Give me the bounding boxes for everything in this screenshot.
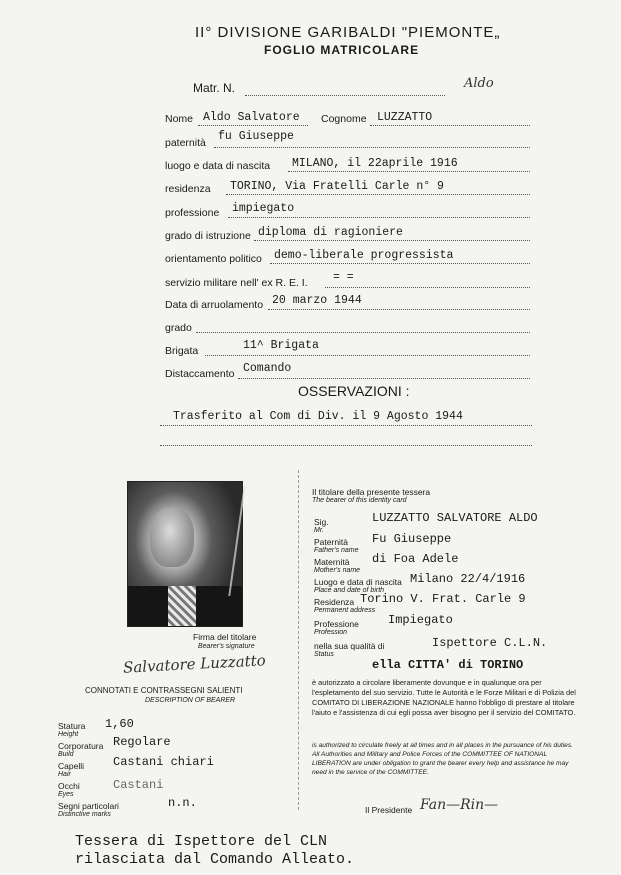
card-paragraph-it: è autorizzato a circolare liberamente dovunque e in qualunque ora per l'espletamento del suo servizio. Tutte le Autorità e le Forze Militari e di Polizia del COMITATO DI LIBERAZIONE NAZIONALE hanno l'obbligo di prestare al titolare l'aiuto e l'assistenza di cui egli possa aver bisogno per il servizio del COMITATO.	[312, 678, 576, 717]
segni-value: n.n.	[168, 796, 197, 810]
statura-value: 1,60	[105, 717, 134, 731]
matr-value: Aldo	[464, 76, 494, 91]
nascita-label: luogo e data di nascita	[165, 160, 271, 172]
residenza-value: TORINO, Via Fratelli Carle n° 9	[230, 180, 444, 193]
nome-value: Aldo Salvatore	[203, 111, 300, 124]
professione-label: professione	[165, 207, 220, 219]
grado-label: grado	[165, 322, 192, 334]
orientamento-dots	[270, 263, 530, 264]
osservazioni-dots-1	[160, 425, 532, 426]
signature-label: Firma del titolare	[193, 632, 257, 642]
card-maternita-value: di Foa Adele	[372, 552, 459, 566]
division-title: II° DIVISIONE GARIBALDI "PIEMONTE„	[195, 24, 501, 41]
card-professione-label-en: Profession	[314, 629, 348, 636]
capelli-value: Castani chiari	[113, 755, 214, 769]
nome-dots	[198, 125, 308, 126]
segni-label: Segni particolari	[58, 801, 119, 811]
occhi-label: Occhi	[58, 781, 80, 791]
cognome-dots	[370, 125, 530, 126]
istruzione-value: diploma di ragioniere	[258, 226, 403, 239]
paternita-dots	[214, 147, 530, 148]
distaccamento-value: Comando	[243, 362, 292, 375]
segni-label-en: Distinctive marks	[58, 811, 111, 818]
osservazioni-text: Trasferito al Com di Div. il 9 Agosto 1944	[173, 410, 463, 423]
holder-label-en: The bearer of this identity card	[312, 497, 407, 504]
distaccamento-dots	[238, 378, 530, 379]
servizio-value: = =	[333, 271, 354, 284]
brigata-label: Brigata	[165, 345, 199, 357]
card-residenza-label-en: Permanent address	[314, 607, 376, 614]
istruzione-label: grado di istruzione	[165, 230, 251, 242]
paternita-label: paternità	[165, 137, 206, 149]
corporatura-label-en: Build	[58, 751, 74, 758]
card-status-value: Ispettore C.L.N.	[432, 636, 548, 650]
signature-label-en: Bearer's signature	[198, 643, 255, 650]
card-professione-value: Impiegato	[388, 613, 453, 627]
card-paternita-label-en: Father's name	[314, 547, 359, 554]
president-label: Il Presidente	[365, 805, 413, 815]
card-nascita-value: Milano 22/4/1916	[410, 572, 526, 586]
brigata-dots	[205, 355, 530, 356]
card-paragraph-en: is authorized to circulate freely at all times and in all places in the pursuance of his duties. All Authorities and Military and Police Forces of the COMMITTEE OF NATIONAL LIBERATION are under obligation to grant the bearer every help and assistance he may need in the service of the COMMITTEE.	[312, 742, 573, 776]
professione-value: impiegato	[232, 202, 295, 215]
occhi-label-en: Eyes	[58, 791, 74, 798]
istruzione-dots	[254, 240, 530, 241]
residenza-label: residenza	[165, 183, 211, 195]
brigata-value: 11^ Brigata	[243, 339, 319, 352]
corporatura-value: Regolare	[113, 735, 171, 749]
statura-label-en: Height	[58, 731, 79, 738]
card-status-label-en: Status	[314, 651, 334, 658]
bearer-signature: Salvatore Luzzatto	[122, 651, 267, 677]
card-status-label: nella sua qualità di	[314, 641, 385, 651]
orientamento-label: orientamento politico	[165, 253, 262, 265]
occhi-value: Castani	[113, 778, 164, 792]
osservazioni-dots-2	[160, 445, 532, 446]
nascita-dots	[288, 171, 530, 172]
matr-label: Matr. N.	[193, 81, 236, 95]
capelli-label: Capelli	[58, 761, 84, 771]
card-paternita-label: Paternità	[314, 537, 349, 547]
card-residenza-value: Torino V. Frat. Carle 9	[360, 592, 526, 606]
grado-dots	[196, 332, 530, 333]
card-maternita-label: Maternità	[314, 557, 350, 567]
residenza-dots	[226, 194, 530, 195]
cognome-value: LUZZATTO	[377, 111, 433, 124]
president-signature: Fan—Rin—	[420, 797, 499, 813]
card-residenza-label: Residenza	[314, 597, 355, 607]
capelli-label-en: Hair	[58, 771, 71, 778]
footer-line-2: rilasciata dal Comando Alleato.	[75, 851, 355, 868]
form-title: FOGLIO MATRICOLARE	[264, 43, 420, 57]
footer-line-1: Tessera di Ispettore del CLN	[75, 833, 328, 850]
card-name-value: LUZZATTO SALVATORE ALDO	[372, 511, 538, 525]
card-nascita-label: Luogo e data di nascita	[314, 577, 402, 587]
orientamento-value: demo-liberale progressista	[274, 249, 454, 262]
connotati-title-en: DESCRIPTION OF BEARER	[145, 697, 236, 704]
paternita-value: fu Giuseppe	[218, 130, 294, 143]
professione-dots	[228, 217, 530, 218]
card-nascita-label-en: Place and date of birth	[314, 587, 385, 594]
arruolamento-value: 20 marzo 1944	[272, 294, 362, 307]
card-sig-label: Sig.	[314, 517, 329, 527]
card-sig-label-en: Mr.	[314, 527, 324, 534]
connotati-title: CONNOTATI E CONTRASSEGNI SALIENTI	[85, 686, 243, 695]
nascita-value: MILANO, il 22aprile 1916	[292, 157, 458, 170]
statura-label: Statura	[58, 721, 86, 731]
osservazioni-title: OSSERVAZIONI :	[298, 383, 410, 399]
corporatura-label: Corporatura	[58, 741, 104, 751]
card-maternita-label-en: Mother's name	[314, 567, 361, 574]
card-fold-line	[298, 470, 299, 810]
servizio-dots	[325, 287, 530, 288]
matr-dots	[245, 95, 445, 96]
cognome-label: Cognome	[321, 113, 367, 125]
card-city: ella CITTA' di TORINO	[372, 658, 524, 672]
card-professione-label: Professione	[314, 619, 359, 629]
card-paternita-value: Fu Giuseppe	[372, 532, 452, 546]
holder-label: Il titolare della presente tessera	[312, 487, 431, 497]
servizio-label: servizio militare nell' ex R. E. I.	[165, 277, 308, 289]
nome-label: Nome	[165, 113, 194, 125]
distaccamento-label: Distaccamento	[165, 368, 235, 380]
arruolamento-label: Data di arruolamento	[165, 299, 264, 311]
arruolamento-dots	[268, 309, 530, 310]
bearer-photo	[127, 481, 243, 627]
